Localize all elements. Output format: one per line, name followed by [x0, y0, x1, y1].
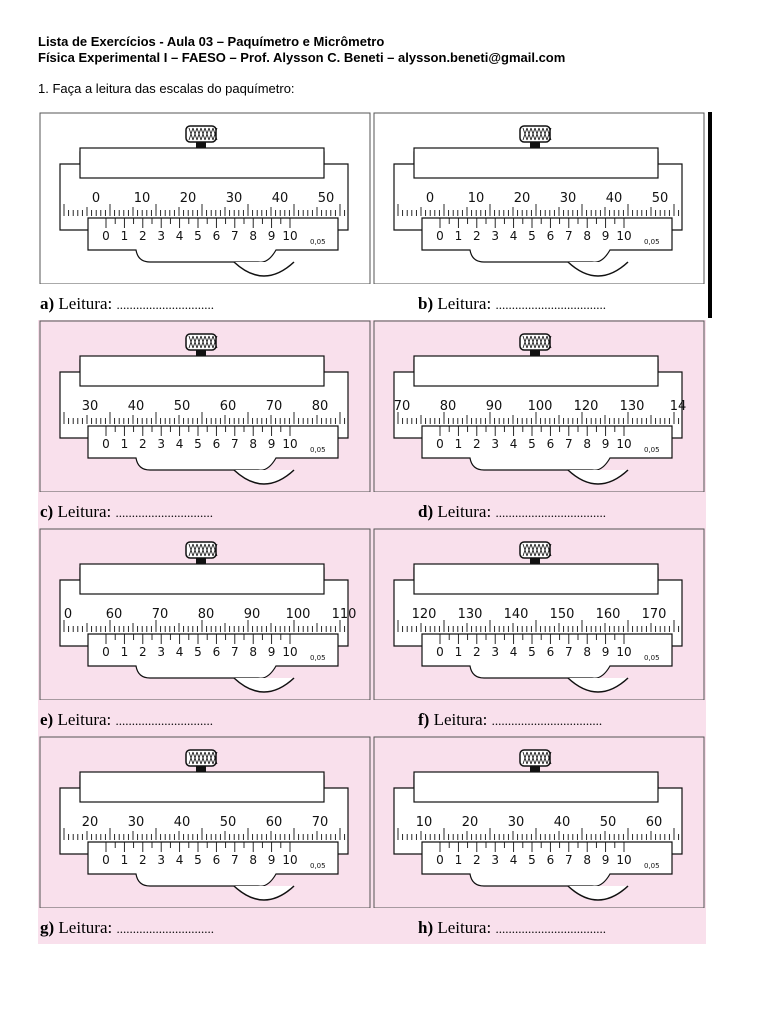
vernier-scale-label: 4 — [509, 645, 518, 659]
worksheet-title: Lista de Exercícios - Aula 03 – Paquímetro e Micrômetro — [38, 34, 385, 49]
main-scale-label: 0 — [63, 607, 73, 622]
main-scale-label: 40 — [127, 399, 145, 414]
vernier-scale-label: 9 — [601, 437, 610, 451]
main-scale-label: 50 — [317, 191, 335, 206]
main-scale-label: 50 — [219, 815, 237, 830]
vernier-scale-label: 5 — [528, 437, 536, 451]
main-scale-label: 80 — [197, 607, 215, 622]
main-scale-label: 20 — [513, 191, 531, 206]
caliper-drawing — [38, 320, 372, 492]
main-scale-label: 20 — [81, 815, 99, 830]
vernier-scale-label: 2 — [138, 853, 147, 867]
vernier-resolution: 0,05 — [310, 446, 326, 454]
reading-label — [40, 918, 214, 938]
vernier-scale-label: 6 — [212, 437, 221, 451]
vernier-resolution: 0,05 — [644, 446, 660, 454]
vernier-scale-label: 10 — [282, 229, 298, 243]
vernier-scale-label: 3 — [157, 853, 166, 867]
vernier-scale-label: 6 — [212, 229, 221, 243]
thumb-screw-icon — [186, 126, 217, 148]
caliper-drawing — [38, 528, 372, 700]
main-scale-label: 120 — [411, 607, 437, 622]
main-scale-label: 80 — [439, 399, 457, 414]
main-scale-label: 30 — [81, 399, 99, 414]
vernier-scale-label: 1 — [454, 229, 463, 243]
vernier-scale-label: 6 — [546, 645, 555, 659]
main-scale-label: 120 — [573, 399, 599, 414]
main-scale-label: 70 — [311, 815, 329, 830]
reading-word: Leitura: — [54, 918, 117, 937]
reading-word: Leitura: — [53, 502, 116, 521]
reading-word: Leitura: — [433, 502, 496, 521]
vernier-scale-label: 10 — [616, 853, 632, 867]
vernier-resolution: 0,05 — [644, 238, 660, 246]
vernier-scale-label: 3 — [157, 645, 166, 659]
vernier-scale-label: 6 — [546, 853, 555, 867]
main-scale-label: 0 — [91, 191, 101, 206]
vernier-scale-label: 4 — [175, 229, 184, 243]
vernier-scale-label: 4 — [509, 437, 518, 451]
caliper-drawing — [38, 736, 372, 908]
caliper-panel-a — [38, 112, 372, 320]
vernier-resolution: 0,05 — [644, 862, 660, 870]
vernier-scale-label: 0 — [102, 645, 110, 659]
vernier-scale-label: 5 — [194, 229, 202, 243]
vernier-scale-label: 9 — [601, 645, 610, 659]
main-scale-label: 50 — [599, 815, 617, 830]
main-scale-label: 40 — [271, 191, 289, 206]
main-scale-label: 70 — [151, 607, 169, 622]
vernier-scale-label: 2 — [138, 645, 147, 659]
vernier-scale-label: 4 — [175, 645, 184, 659]
caliper-panel-e — [38, 528, 372, 736]
main-scale-label: 40 — [553, 815, 571, 830]
answer-blank[interactable]: .................................. — [491, 713, 603, 728]
main-scale-label: 160 — [595, 607, 621, 622]
caliper-drawing — [38, 112, 372, 284]
vernier-scale-label: 0 — [436, 437, 444, 451]
vernier-scale-label: 6 — [212, 853, 221, 867]
main-scale-label: 80 — [311, 399, 329, 414]
vernier-scale-label: 10 — [616, 437, 632, 451]
vernier-scale-label: 1 — [454, 853, 463, 867]
answer-blank[interactable]: .................................. — [495, 505, 606, 520]
question-text: 1. Faça a leitura das escalas do paquímetro: — [38, 81, 295, 96]
main-scale-label: 20 — [461, 815, 479, 830]
vernier-scale-label: 7 — [564, 645, 573, 659]
vernier-scale-label: 5 — [528, 229, 536, 243]
vernier-scale-label: 8 — [583, 853, 592, 867]
main-scale-label: 50 — [173, 399, 191, 414]
vernier-scale-label: 7 — [230, 645, 239, 659]
vernier-scale-label: 10 — [282, 437, 298, 451]
vernier-scale-label: 7 — [564, 229, 573, 243]
caliper-panel-b — [372, 112, 706, 320]
vernier-scale-label: 4 — [509, 229, 518, 243]
vernier-scale-label: 9 — [601, 853, 610, 867]
thumb-screw-icon — [520, 334, 551, 356]
main-scale-label: 10 — [467, 191, 485, 206]
vernier-scale-label: 8 — [249, 645, 258, 659]
vernier-scale-label: 10 — [616, 229, 632, 243]
item-letter: c) — [40, 502, 54, 521]
thumb-screw-icon — [186, 750, 217, 772]
answer-blank[interactable]: .............................. — [116, 921, 214, 936]
main-scale-label: 30 — [225, 191, 243, 206]
thumb-screw-icon — [520, 126, 551, 148]
main-scale-label: 0 — [425, 191, 435, 206]
caliper-drawing — [372, 112, 706, 284]
thumb-screw-icon — [186, 334, 217, 356]
reading-label — [40, 294, 214, 314]
main-scale-label: 20 — [179, 191, 197, 206]
item-letter: g) — [40, 918, 55, 937]
vernier-scale-label: 2 — [472, 229, 481, 243]
main-scale-label: 90 — [243, 607, 261, 622]
vernier-scale-label: 8 — [583, 437, 592, 451]
reading-word: Leitura: — [54, 294, 117, 313]
vernier-scale-label: 1 — [454, 437, 463, 451]
caliper-drawing — [372, 320, 706, 492]
main-scale-label: 60 — [219, 399, 237, 414]
item-letter: b) — [418, 294, 434, 313]
vernier-scale-label: 3 — [491, 229, 500, 243]
caliper-drawing — [372, 736, 706, 908]
main-scale-label: 100 — [527, 399, 553, 414]
main-scale-label: 60 — [105, 607, 123, 622]
vernier-scale-label: 3 — [491, 645, 500, 659]
main-scale-label: 10 — [415, 815, 433, 830]
vernier-scale-label: 1 — [120, 645, 129, 659]
reading-label — [40, 710, 213, 730]
thumb-screw-icon — [186, 542, 217, 564]
caliper-panel-c — [38, 320, 372, 528]
answer-blank[interactable]: .............................. — [115, 713, 214, 728]
vernier-resolution: 0,05 — [644, 654, 660, 662]
main-scale-label: 60 — [645, 815, 663, 830]
vernier-scale-label: 4 — [175, 437, 184, 451]
item-letter: f) — [418, 710, 430, 729]
vernier-scale-label: 8 — [583, 229, 592, 243]
reading-word: Leitura: — [429, 710, 492, 729]
main-scale-label: 30 — [559, 191, 577, 206]
caliper-panel-d — [372, 320, 706, 528]
vernier-scale-label: 2 — [472, 853, 481, 867]
main-scale-label: 90 — [485, 399, 503, 414]
vernier-scale-label: 7 — [564, 437, 573, 451]
vernier-scale-label: 7 — [230, 229, 239, 243]
vernier-scale-label: 4 — [175, 853, 184, 867]
main-scale-label: 30 — [507, 815, 525, 830]
vernier-scale-label: 5 — [194, 437, 202, 451]
reading-word: Leitura: — [53, 710, 116, 729]
vernier-scale-label: 7 — [230, 853, 239, 867]
vernier-scale-label: 1 — [120, 853, 129, 867]
vernier-scale-label: 10 — [616, 645, 632, 659]
vernier-scale-label: 4 — [509, 853, 518, 867]
vernier-scale-label: 6 — [546, 437, 555, 451]
vernier-scale-label: 3 — [491, 853, 500, 867]
vernier-scale-label: 1 — [120, 229, 129, 243]
reading-label — [418, 294, 606, 314]
vernier-scale-label: 0 — [436, 645, 444, 659]
vernier-scale-label: 8 — [249, 437, 258, 451]
vernier-scale-label: 3 — [157, 437, 166, 451]
main-scale-label: 150 — [549, 607, 575, 622]
vernier-scale-label: 9 — [267, 645, 276, 659]
vernier-scale-label: 0 — [436, 229, 444, 243]
vernier-scale-label: 9 — [267, 229, 276, 243]
caliper-panel-h — [372, 736, 706, 944]
item-letter: d) — [418, 502, 434, 521]
main-scale-label: 130 — [457, 607, 483, 622]
vernier-scale-label: 1 — [454, 645, 463, 659]
vernier-scale-label: 2 — [138, 229, 147, 243]
reading-label — [418, 502, 606, 522]
vernier-scale-label: 1 — [120, 437, 129, 451]
course-info: Física Experimental I – FAESO – Prof. Alysson C. Beneti – alysson.beneti@gmail.com — [38, 50, 566, 65]
vernier-scale-label: 3 — [491, 437, 500, 451]
vernier-scale-label: 7 — [564, 853, 573, 867]
thumb-screw-icon — [520, 750, 551, 772]
item-letter: a) — [40, 294, 55, 313]
main-scale-label: 140 — [503, 607, 529, 622]
main-scale-label: 110 — [331, 607, 357, 622]
main-scale-label: 70 — [393, 399, 411, 414]
vernier-scale-label: 2 — [138, 437, 147, 451]
main-scale-label: 10 — [133, 191, 151, 206]
vernier-scale-label: 9 — [267, 853, 276, 867]
answer-blank[interactable]: .................................. — [495, 921, 606, 936]
vernier-resolution: 0,05 — [310, 654, 326, 662]
vernier-scale-label: 5 — [194, 853, 202, 867]
vernier-scale-label: 8 — [249, 853, 258, 867]
vernier-scale-label: 8 — [249, 229, 258, 243]
vernier-scale-label: 5 — [194, 645, 202, 659]
main-scale-label: 50 — [651, 191, 669, 206]
vernier-scale-label: 9 — [601, 229, 610, 243]
vernier-scale-label: 0 — [102, 437, 110, 451]
vernier-scale-label: 5 — [528, 645, 536, 659]
vernier-scale-label: 2 — [472, 645, 481, 659]
vernier-scale-label: 2 — [472, 437, 481, 451]
main-scale-label: 40 — [605, 191, 623, 206]
vernier-scale-label: 7 — [230, 437, 239, 451]
vernier-scale-label: 6 — [212, 645, 221, 659]
vernier-scale-label: 10 — [282, 645, 298, 659]
vernier-scale-label: 0 — [102, 853, 110, 867]
answer-blank[interactable]: .............................. — [116, 297, 214, 312]
vernier-scale-label: 9 — [267, 437, 276, 451]
reading-label — [40, 502, 213, 522]
vernier-resolution: 0,05 — [310, 238, 326, 246]
main-scale-label: 170 — [641, 607, 667, 622]
answer-blank[interactable]: .............................. — [115, 505, 214, 520]
main-scale-label: 60 — [265, 815, 283, 830]
thumb-screw-icon — [520, 542, 551, 564]
item-letter: h) — [418, 918, 434, 937]
main-scale-label: 70 — [265, 399, 283, 414]
vernier-scale-label: 3 — [157, 229, 166, 243]
main-scale-label: 14 — [669, 399, 687, 414]
caliper-drawing — [372, 528, 706, 700]
main-scale-label: 30 — [127, 815, 145, 830]
vernier-scale-label: 8 — [583, 645, 592, 659]
vernier-scale-label: 10 — [282, 853, 298, 867]
main-scale-label: 100 — [285, 607, 311, 622]
reading-label — [418, 710, 602, 730]
vernier-resolution: 0,05 — [310, 862, 326, 870]
reading-word: Leitura: — [433, 918, 496, 937]
vernier-scale-label: 5 — [528, 853, 536, 867]
main-scale-label: 40 — [173, 815, 191, 830]
vernier-scale-label: 6 — [546, 229, 555, 243]
reading-label — [418, 918, 606, 938]
caliper-panel-g — [38, 736, 372, 944]
caliper-panel-f — [372, 528, 706, 736]
vernier-scale-label: 0 — [436, 853, 444, 867]
vernier-scale-label: 0 — [102, 229, 110, 243]
reading-word: Leitura: — [433, 294, 496, 313]
item-letter: e) — [40, 710, 54, 729]
margin-bar — [708, 112, 712, 318]
main-scale-label: 130 — [619, 399, 645, 414]
answer-blank[interactable]: .................................. — [495, 297, 606, 312]
